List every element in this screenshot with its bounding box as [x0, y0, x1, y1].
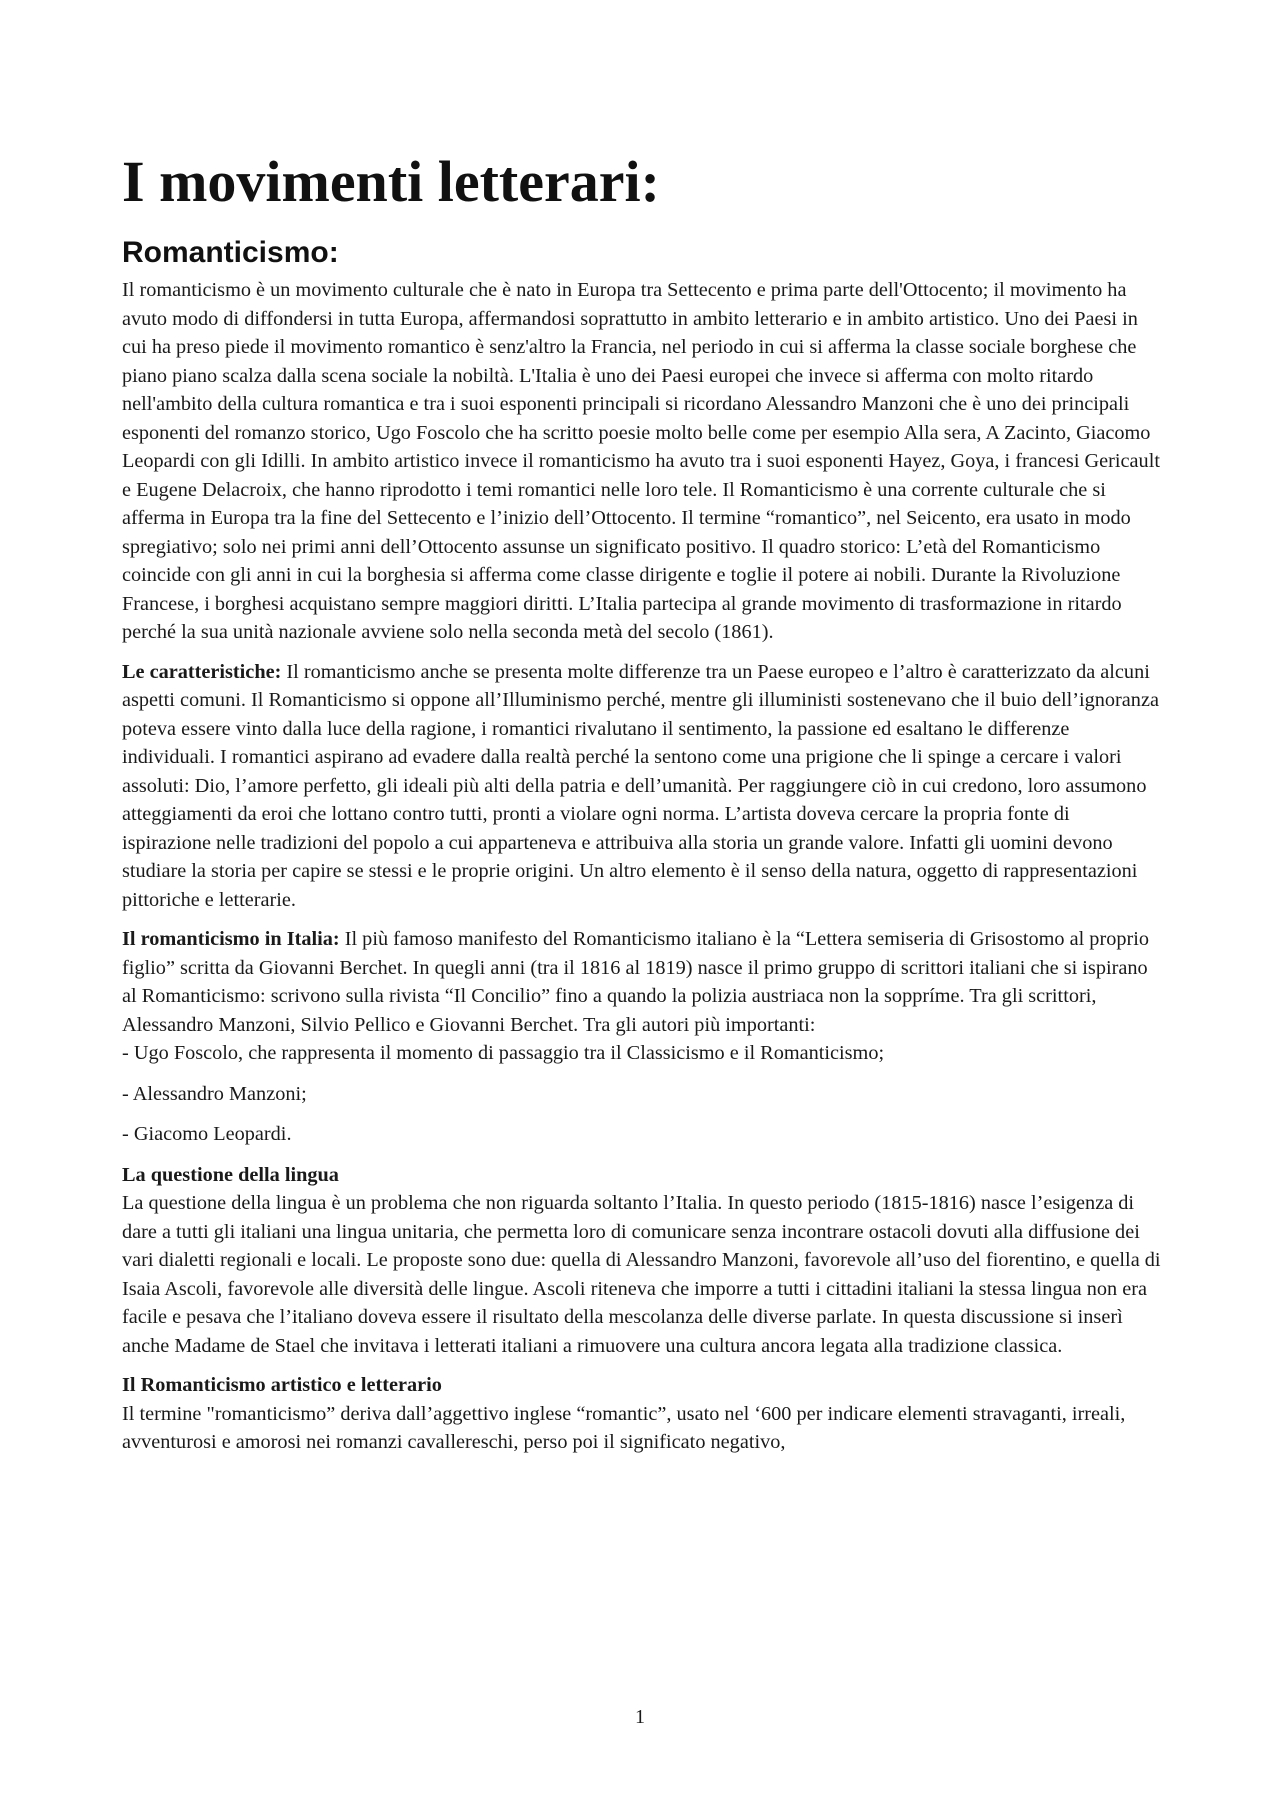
characteristics-label: Le caratteristiche: [122, 660, 282, 683]
artistic-heading: Il Romanticismo artistico e letterario [122, 1374, 442, 1396]
author-list-item: - Alessandro Manzoni; [122, 1082, 307, 1105]
artistic-paragraph: Il termine "romanticismo” deriva dall’aggettivo inglese “romantic”, usato nel ‘600 per indicare elementi stravaganti, irreali, avventurosi e amorosi nei romanzi cavallereschi, perso poi il significato negativo, [122, 1402, 1126, 1453]
characteristics-paragraph [122, 658, 1162, 915]
document-page [122, 150, 1162, 1468]
italy-label: Il romanticismo in Italia: [122, 928, 340, 950]
italy-text: Il più famoso manifesto del Romanticismo italiano è la “Lettera semiseria di Grisostomo al proprio figlio” scritta da Giovanni Berchet. In quegli anni (tra il 1816 al 1819) nasce il primo gruppo di scrittori italiani che si ispirano al Romanticismo: scrivono sulla rivista “Il Concilio” fino a quando la polizia austriaca non la soppríme. Tra gli scrittori, Alessandro Manzoni, Silvio Pellico e Giovanni Berchet. Tra gli autori più importanti: [122, 928, 1150, 1036]
page-number: 1 [635, 1706, 645, 1728]
language-question-heading: La questione della lingua [122, 1163, 339, 1186]
document-title: I movimenti letterari: [122, 149, 660, 214]
section-heading-romanticismo: Romanticismo: [122, 236, 339, 269]
characteristics-text: Il romanticismo anche se presenta molte differenze tra un Paese europeo e l’altro è caratterizzato da alcuni aspetti comuni. Il Romanticismo si oppone all’Illuminismo perché, mentre gli illuministi sostenevano che il buio dell’ignoranza poteva essere vinto dalla luce della ragione, i romantici rivalutano il sentimento, la passione ed esaltano le differenze individuali. I romantici aspirano ad evadere dalla realtà perché la sentono come una prigione che li spinge a cercare i valori assoluti: Dio, l’amore perfetto, gli ideali più alti della patria e dell’umanità. Per raggiungere ciò in cui credono, loro assumono atteggiamenti da eroi che lottano contro tutti, pronti a violare ogni norma. L’artista doveva cercare la propria fonte di ispirazione nelle tradizioni del popolo a cui apparteneva e attribuiva alla storia un grande valore. Infatti gli uomini devono studiare la storia per capire se stessi e le proprie origini. Un altro elemento è il senso della natura, oggetto di rappresentazioni pittoriche e letterarie. [122, 660, 1159, 911]
intro-paragraph: Il romanticismo è un movimento culturale che è nato in Europa tra Settecento e prima parte dell'Ottocento; il movimento ha avuto modo di diffondersi in tutta Europa, affermandosi soprattutto in ambito letterario e in ambito artistico. Uno dei Paesi in cui ha preso piede il movimento romantico è senz'altro la Francia, nel periodo in cui si afferma la classe sociale borghese che piano piano scalza dalla scena sociale la nobiltà. L'Italia è uno dei Paesi europei che invece si afferma con molto ritardo nell'ambito della cultura romantica e tra i suoi esponenti principali si ricordano Alessandro Manzoni che è uno dei principali esponenti del romanzo storico, Ugo Foscolo che ha scritto poesie molto belle come per esempio Alla sera, A Zacinto, Giacomo Leopardi con gli Idilli. In ambito artistico invece il romanticismo ha avuto tra i suoi esponenti Hayez, Goya, i francesi Gericault e Eugene Delacroix, che hanno riprodotto i temi romantici nelle loro tele. Il Romanticismo è una corrente culturale che si afferma in Europa tra la fine del Settecento e l’inizio dell’Ottocento. Il termine “romantico”, nel Seicento, era usato in modo spregiativo; solo nei primi anni dell’Ottocento assunse un significato positivo. Il quadro storico: L’età del Romanticismo coincide con gli anni in cui la borghesia si afferma come classe dirigente e toglie il potere ai nobili. Durante la Rivoluzione Francese, i borghesi acquistano sempre maggiori diritti. L’Italia partecipa al grande movimento di trasformazione in ritardo perché la sua unità nazionale avviene solo nella seconda metà del secolo (1861). [122, 279, 1160, 643]
language-question-paragraph: La questione della lingua è un problema che non riguarda soltanto l’Italia. In questo periodo (1815-1816) nasce l’esigenza di dare a tutti gli italiani una lingua unitaria, che permetta loro di comunicare senza incontrare ostacoli dovuti alla diffusione dei vari dialetti regionali e locali. Le proposte sono due: quella di Alessandro Manzoni, favorevole all’uso del fiorentino, e quella di Isaia Ascoli, favorevole alle diversità delle lingue. Ascoli riteneva che imporre a tutti i cittadini italiani la stessa lingua non era facile e pesava che l’italiano doveva essere il risultato della mescolanza delle diverse parlate. In questa discussione si inserì anche Madame de Stael che invitava i letterati italiani a rimuovere una cultura ancora legata alla tradizione classica. [122, 1192, 1161, 1357]
italy-paragraph [122, 925, 1162, 1039]
author-list-item: - Ugo Foscolo, che rappresenta il momento di passaggio tra il Classicismo e il Romanticismo; [122, 1042, 885, 1064]
author-list-item: - Giacomo Leopardi. [122, 1123, 292, 1145]
